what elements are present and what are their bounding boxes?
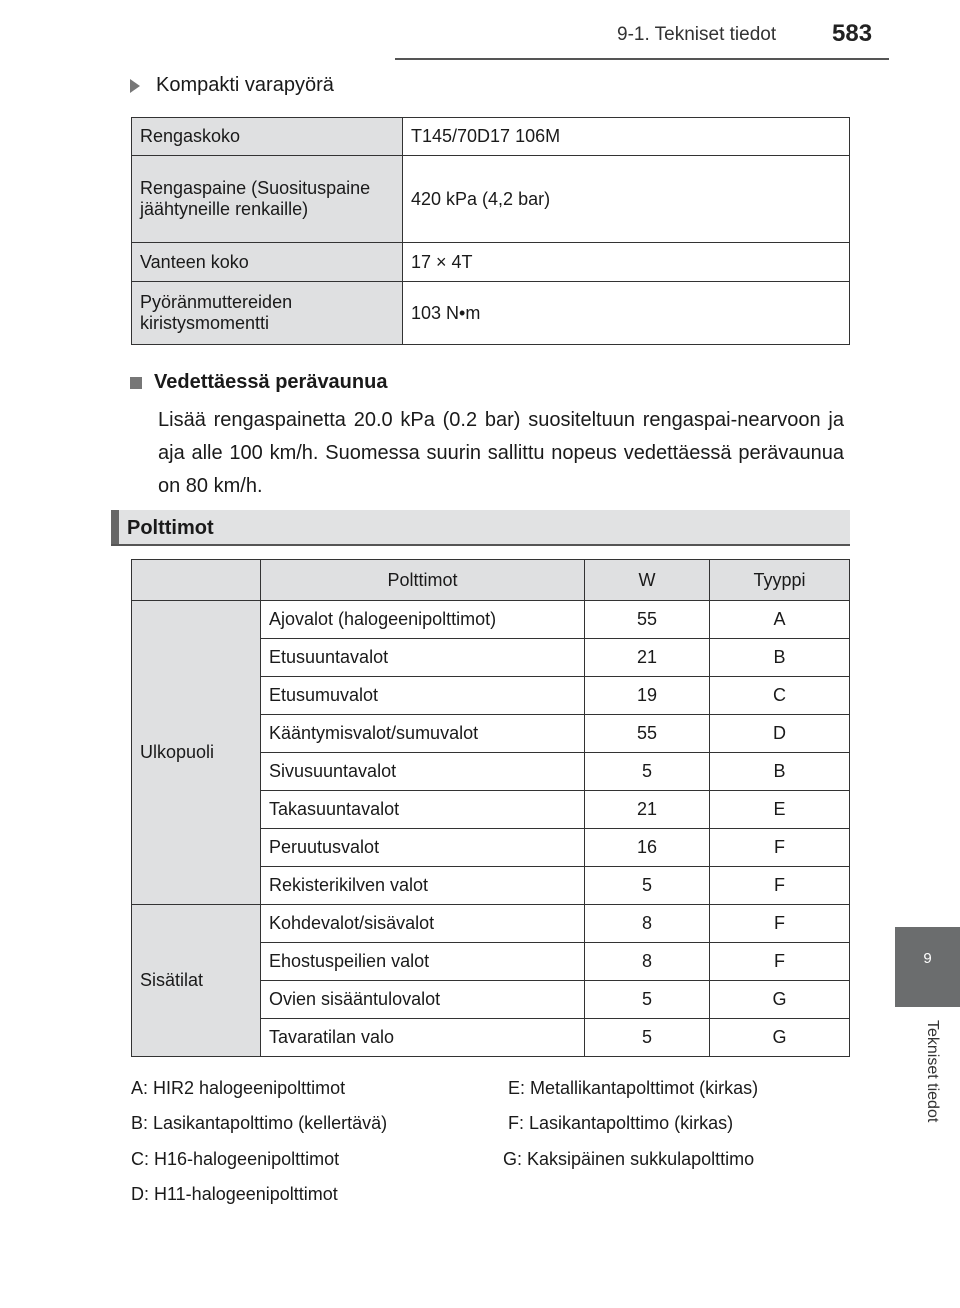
bulb-watt: 8 — [585, 943, 710, 981]
table-row — [132, 243, 850, 282]
column-header: Tyyppi — [710, 560, 850, 601]
table-cell-value: 420 kPa (4,2 bar) — [403, 156, 850, 243]
table-cell-label: Rengaspaine (Suosituspaine jäähtyneille renkaille) — [132, 156, 403, 243]
spare-tire-heading-text: Kompakti varapyörä — [156, 74, 334, 96]
section-accent — [111, 510, 119, 544]
table-cell-value: 103 N•m — [403, 282, 850, 345]
bulb-watt: 5 — [585, 1019, 710, 1057]
table-row — [132, 905, 850, 943]
bulb-watt: 19 — [585, 677, 710, 715]
table-header-row — [132, 560, 850, 601]
table-row — [132, 156, 850, 243]
bulb-watt: 5 — [585, 981, 710, 1019]
chapter-number: 9 — [923, 950, 932, 967]
table-cell-value: T145/70D17 106M — [403, 118, 850, 156]
chapter-side-label: Tekniset tiedot — [924, 1020, 941, 1123]
legend-item: G: Kaksipäinen sukkulapolttimo — [503, 1149, 755, 1169]
section-title: Polttimot — [127, 517, 214, 539]
bulb-type: F — [710, 905, 850, 943]
header-divider — [395, 58, 889, 60]
header-section-title: 9-1. Tekniset tiedot — [617, 24, 777, 45]
bulb-type: G — [710, 1019, 850, 1057]
chapter-tab — [895, 927, 960, 1007]
group-cell: Ulkopuoli — [132, 601, 261, 905]
bulb-type: B — [710, 639, 850, 677]
bulb-watt: 8 — [585, 905, 710, 943]
bulb-type: F — [710, 943, 850, 981]
column-header: Polttimot — [261, 560, 585, 601]
bulb-watt: 21 — [585, 791, 710, 829]
bulb-type: B — [710, 753, 850, 791]
bulb-name: Rekisterikilven valot — [261, 867, 585, 905]
legend-item: D: H11-halogeenipolttimot — [131, 1184, 338, 1204]
legend-item: C: H16-halogeenipolttimot — [131, 1149, 340, 1169]
legend-item: F: Lasikantapolttimo (kirkas) — [508, 1113, 734, 1133]
bulb-name: Peruutusvalot — [261, 829, 585, 867]
bulb-name: Etusuuntavalot — [261, 639, 585, 677]
bulb-type: F — [710, 829, 850, 867]
bulb-watt: 55 — [585, 715, 710, 753]
legend-item: B: Lasikantapolttimo (kellertävä) — [131, 1113, 388, 1133]
bulb-name: Takasuuntavalot — [261, 791, 585, 829]
table-cell-label: Vanteen koko — [132, 243, 403, 282]
spare-tire-table — [131, 117, 850, 345]
bulb-name: Ehostuspeilien valot — [261, 943, 585, 981]
table-cell-label: Rengaskoko — [132, 118, 403, 156]
section-header — [111, 510, 850, 546]
bulb-name: Ajovalot (halogeenipolttimot) — [261, 601, 585, 639]
bulb-name: Ovien sisääntulovalot — [261, 981, 585, 1019]
bulb-name: Sivusuuntavalot — [261, 753, 585, 791]
bulb-type: A — [710, 601, 850, 639]
bulb-watt: 55 — [585, 601, 710, 639]
column-header: W — [585, 560, 710, 601]
table-row — [132, 282, 850, 345]
table-cell-value: 17 × 4T — [403, 243, 850, 282]
legend-item: A: HIR2 halogeenipolttimot — [131, 1078, 346, 1098]
bulb-watt: 5 — [585, 867, 710, 905]
bulb-watt: 5 — [585, 753, 710, 791]
bulb-type: G — [710, 981, 850, 1019]
bulb-type: C — [710, 677, 850, 715]
bulb-type: D — [710, 715, 850, 753]
bulb-table — [131, 559, 850, 1057]
bulb-type: E — [710, 791, 850, 829]
bulb-name: Etusumuvalot — [261, 677, 585, 715]
table-cell-label: Pyöränmuttereiden kiristysmomentti — [132, 282, 403, 345]
page-number: 583 — [832, 20, 873, 47]
bulb-name: Kääntymisvalot/sumuvalot — [261, 715, 585, 753]
table-row — [132, 118, 850, 156]
towing-heading — [130, 371, 387, 394]
column-header — [132, 560, 261, 601]
towing-heading-text: Vedettäessä perävaunua — [154, 371, 388, 393]
bulb-name: Kohdevalot/sisävalot — [261, 905, 585, 943]
triangle-bullet-icon — [130, 79, 140, 93]
table-row — [132, 601, 850, 639]
bulb-watt: 16 — [585, 829, 710, 867]
legend-item: E: Metallikantapolttimot (kirkas) — [508, 1078, 759, 1098]
spare-tire-heading — [130, 74, 334, 97]
group-cell: Sisätilat — [132, 905, 261, 1057]
bulb-type: F — [710, 867, 850, 905]
bulb-watt: 21 — [585, 639, 710, 677]
bulb-name: Tavaratilan valo — [261, 1019, 585, 1057]
towing-paragraph: Lisää rengaspainetta 20.0 kPa (0.2 bar) suositeltuun rengaspai-nearvoon ja aja alle 100 km/h. Suomessa suurin sallittu nopeus vedettäessä perävaunua on 80 km/h. — [158, 409, 844, 497]
square-bullet-icon — [130, 377, 142, 389]
